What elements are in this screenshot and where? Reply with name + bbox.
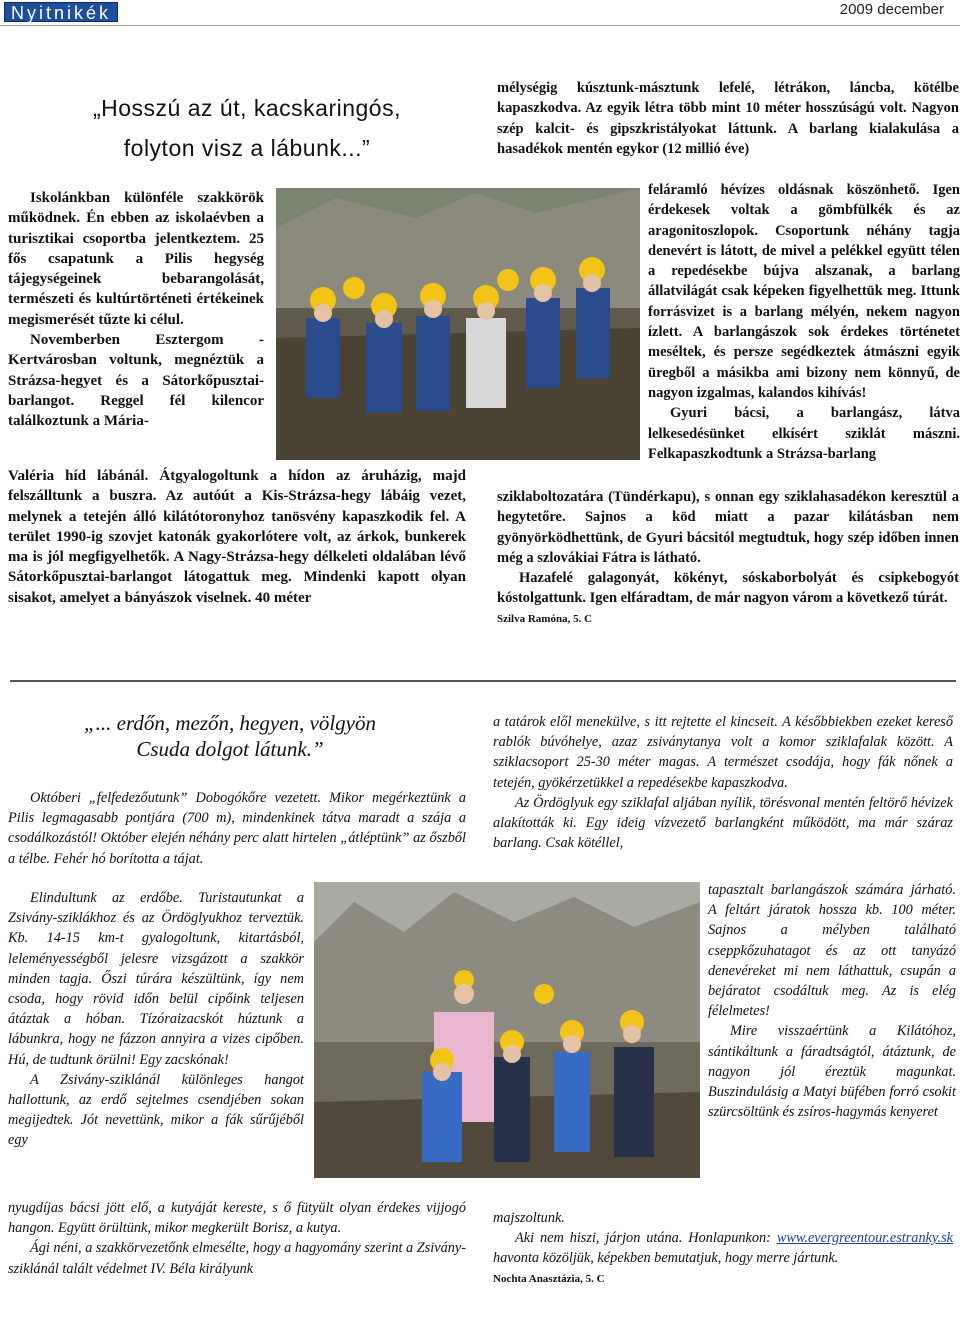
article2-paragraph: Októberi „felfedezőutunk” Dobogókőre vezetett. Mikor megérkeztünk a Pilis legmagasabb pontjára (700 m), mindenkinek tátva maradt a szája a csodálkozástól! Október elején néhány perc alatt hirtelen „átléptünk” az őszből a télbe. Fehér hó borította a tájat.: [8, 790, 466, 867]
article1-paragraph: feláramló hévízes oldásnak köszönhető. Igen érdekesek voltak a gömbfülkék és az aragonitoszlopok. Csoportunk néhány tagja denevért is látott, de mivel a pelékkel együtt télen a repedésekbe bújva alszanak, a barlang állatvilágát csak képeken figyelhettük meg. Ittunk forrásvizet is a barlang mélyén, nekem nagyon ízlett. A barlangászok sok érdekes történetet meséltek, és persze segédkeztek átmászni egyik üregből a másikba ami bizony nem könnyű, de nagyon izgalmas, kalandos kihívás!: [648, 182, 960, 401]
article1-title-line1: „Hosszú az út, kacskaringós,: [92, 95, 401, 121]
article1-right-middle: [648, 180, 960, 464]
article1-paragraph: Valéria híd lábánál. Átgyalogoltunk a hídon az áruházig, majd felszálltunk a buszra. Az autóút a Kis-Strázsa-hegy lábáig vezet, melynek a tetején álló kilátótoronyhoz tanösvény kapaszkodik fel. A terület 1990-ig szovjet katonák gyakorlótere volt, az árkok, bunkerek ma is jól megfigyelhetők. A Nagy-Strázsa-hegy délkeleti oldalában lévő Sátorkőpusztai-barlangot látogattuk meg. Mindenki kapott olyan sisakot, amelyet a bányászok viselnek. 40 méter: [8, 468, 466, 606]
article-divider: [10, 680, 956, 682]
article2-right-narrow: [708, 880, 956, 1122]
article2-paragraph: a tatárok elől menekülve, s itt rejtette el kincseit. A későbbiekben ezeket kereső rablók búvóhelye, azaz zsiványtanya volt a komor sziklafalak között. A sziklacsoport 25-30 méter magas. A természet csodája, hogy fák nőnek a tetején, gyökérzetükkel a repedésekbe kapaszkodva.: [493, 714, 953, 791]
article1-paragraph: mélységig kúsztunk-másztunk lefelé, létrákon, láncba, kötélbe kapaszkodva. Az egyik létra több mint 10 méter hosszúságú volt. Nagyon szép kalcit- és gipszkristályokat láttunk. A barlang kialakulása a hasadékok mentén egykor (12 millió éve): [497, 80, 959, 157]
article2-paragraph: tapasztalt barlangászok számára járható. A feltárt járatok hossza kb. 100 méter. Sajnos a mélyben található cseppkőzuhatagot és az ott tanyázó denevéreket mi nem láthattuk, csupán a bejáratot csodáltuk meg. Az is elég félelmetes!: [708, 882, 956, 1020]
article2-left-narrow: [8, 888, 304, 1151]
article2-left-bottom: [8, 1198, 466, 1279]
article2-paragraph: Az Ördöglyuk egy sziklafal aljában nyílik, törésvonal mentén feltörő hévizek alakították ki. Egy ideig vízvezető barlangként működött, ma már száraz barlang. Csak kötéllel,: [493, 794, 953, 852]
article1-right-lower: [497, 487, 959, 629]
article2-paragraph: Ági néni, a szakkörvezetőnk elmesélte, hogy a hagyomány szerint a Zsivány-sziklánál talált védelmet IV. Béla királyunk: [8, 1240, 466, 1277]
issue-date: 2009 december: [839, 1, 944, 18]
article2-right-bottom: [493, 1208, 953, 1289]
article2-signature: Nochta Anasztázia, 5. C: [493, 1272, 605, 1285]
website-link[interactable]: www.evergreentour.estranky.sk: [776, 1230, 953, 1247]
article1-bottom-text: [8, 466, 466, 608]
article2-title-line2: Csuda dolgot látunk.”: [136, 737, 324, 761]
header-rule: [0, 25, 960, 26]
article1-right-top: [497, 78, 959, 159]
page-header: [0, 0, 960, 28]
article2-right-top: [493, 712, 953, 853]
article1-paragraph: Iskolánkban különféle szakkörök működnek. Én ebben az iskolaévben a turisztikai csoportba jelentkeztem. 25 fős csapatunk a Pilis hegység tájegységeinek bebarangolását, természeti és kultúrtörténeti értékeinek megismerését tűzte ki célul.: [8, 190, 264, 328]
website-prompt: Aki nem hiszi, járjon utána. Honlapunkon:: [515, 1230, 771, 1247]
article2-title: [60, 710, 400, 762]
article2-paragraph: [493, 1228, 953, 1268]
article2-paragraph: majszoltunk.: [493, 1210, 565, 1226]
article1-paragraph: Hazafelé galagonyát, kökényt, sóskaborbolyát és csipkebogyót kóstolgattunk. Igen elfáradtam, de már nagyon várom a következő túrát.: [497, 570, 959, 607]
article2-paragraph: Mire visszaértünk a Kilátóhoz, sántikáltunk a fáradtságtól, átáztunk, de nagyon jól éreztük magunkat. Buszindulásig a Matyi büfében forró csokit szürcsöltünk és zsíros-hagymás kenyeret: [708, 1023, 956, 1121]
cave-group-photo: [276, 188, 640, 460]
article1-paragraph: sziklaboltozatára (Tündérkapu), s onnan egy sziklahasadékon keresztül a hegytetőre. Sajnos a köd miatt a pazar kilátásban nem gyönyörködhettünk, de Gyuri bácsitól megtudtuk, hogy szép időben innen még a szlovákiai Fátra is látható.: [497, 489, 959, 566]
article2-intro: [8, 788, 466, 869]
article1-title: [52, 88, 442, 168]
section-title: Nyitnikék: [4, 2, 118, 22]
article2-title-line1: „... erdőn, mezőn, hegyen, völgyön: [84, 711, 376, 735]
article2-paragraph: nyugdíjas bácsi jött elő, a kutyáját kereste, s ő fütyült olyan érdekes vijjogó hangon. Együtt örültünk, mikor megkerült Borisz, a kutya.: [8, 1200, 466, 1237]
article2-paragraph: Elindultunk az erdőbe. Turistautunkat a Zsivány-sziklákhoz és az Ördöglyukhoz terveztük. Kb. 14-15 km-t gyalogoltunk, kitartásból, leleményességből jelesre vizsgázott a szakkör minden tagja. Őszi túrára készültünk, így nem csoda, hogy rövid időn belül cipőink teljesen átáztak a hóban. Tízóraizacskót húztunk a lábunkra, hogy ne fázzon annyira a vizes cipőben. Hú, de tudtunk örülni! Egy zacskónak!: [8, 890, 304, 1068]
article1-left-column: [8, 188, 264, 432]
article2-paragraph: A Zsivány-sziklánál különleges hangot hallottunk, az erdő sejtelmes csendjében sokan megijedtek. Jót nevettünk, mikor a fák sűrűjéből egy: [8, 1071, 304, 1149]
article1-title-line2: folyton visz a lábunk...”: [123, 135, 371, 161]
article1-paragraph: Novemberben Esztergom - Kertvárosban voltunk, megnéztük a Strázsa-hegyet és a Sátorkőpusztai-barlangot. Reggel fél kilencor találkoztunk a Mária-: [8, 332, 264, 430]
forest-group-photo: [314, 882, 700, 1178]
article1-paragraph: Gyuri bácsi, a barlangász, látva lelkesedésünket elkísért sziklát mászni. Felkapaszkodtunk a Strázsa-barlang: [648, 405, 960, 462]
article1-signature: Szilva Ramóna, 5. C: [497, 612, 593, 625]
website-note: havonta közöljük, képekben bemutatjuk, hogy merre jártunk.: [493, 1250, 839, 1267]
